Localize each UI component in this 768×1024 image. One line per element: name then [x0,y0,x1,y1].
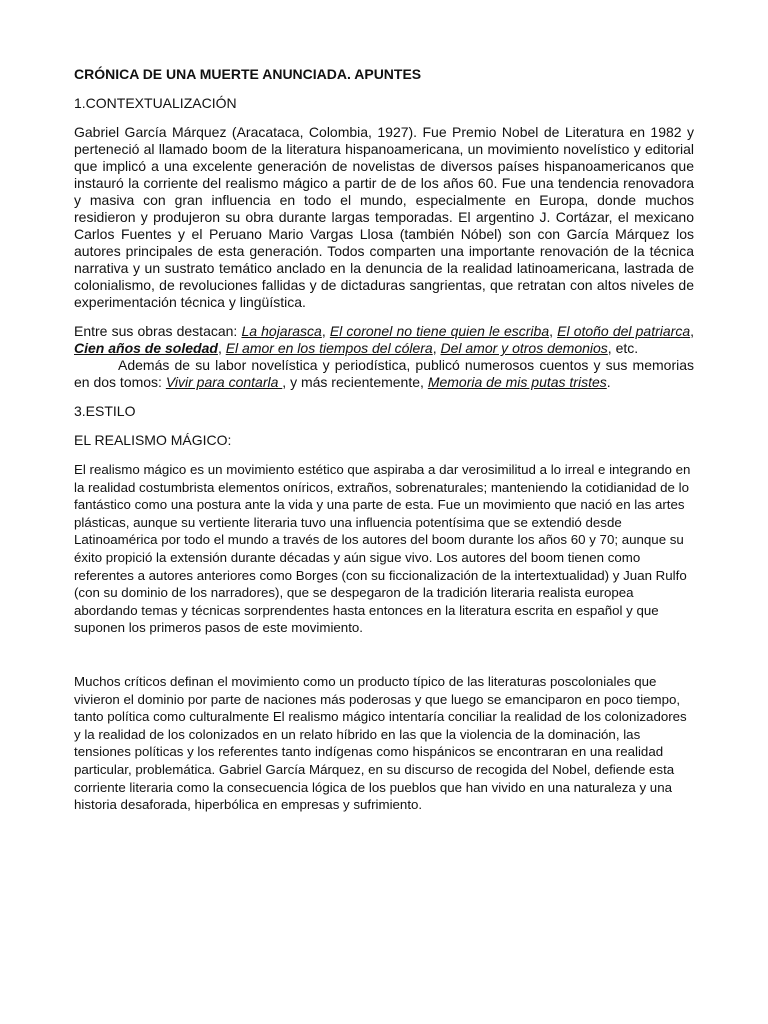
intro-paragraph: Gabriel García Márquez (Aracataca, Colombia, 1927). Fue Premio Nobel de Literatura en 1982 y perteneció al llamado boom de la literatura hispanoamericana, un movimiento novelístico y editorial que implicó a una excelente generación de novelistas de diversos países hispanoamericanos que instauró la corriente del realismo mágico a partir de de los años 60. Fue una tendencia renovadora y masiva con gran influencia en todo el mundo, especialmente en Europa, donde muchos residieron y produjeron su obra durante largas temporadas. El argentino J. Cortázar, el mexicano Carlos Fuentes y el Peruano Mario Vargas Llosa (también Nóbel) son con García Márquez los autores principales de esta generación. Todos comparten una importante renovación de la técnica narrativa y un sustrato temático anclado en la denuncia de la realidad latinoamericana, lastrada de colonialismo, de revoluciones fallidas y de dictaduras sangrientas, que retratan con altos niveles de experimentación técnica y lingüística. [74,124,694,310]
work-title-highlighted: Cien años de soledad [74,340,218,356]
work-title: La hojarasca [241,323,322,339]
document-page [74,66,694,814]
section-heading-estilo: 3.ESTILO [74,403,136,419]
memoirs-end: . [606,374,611,390]
work-title: El otoño del patriarca [557,323,691,339]
subsection-heading: EL REALISMO MÁGICO: [74,432,232,448]
document-title: CRÓNICA DE UNA MUERTE ANUNCIADA. APUNTES [74,66,422,82]
works-paragraph [74,323,694,357]
memoirs-paragraph [74,357,694,391]
realismo-paragraph-1: El realismo mágico es un movimiento estético que aspiraba a dar verosimilitud a lo irreal e integrando en la realidad costumbrista elementos oníricos, extraños, sobrenaturales; manteniendo la cotidianidad de lo fantástico como una postura ante la vida y una parte de esta. Fue un movimiento que nació en las artes plásticas, aunque su vertiente literaria tuvo una influencia potentísima que se extendió desde Latinoamérica por todo el mundo a través de los autores del boom durante los años 60 y 70; aunque su éxito propició la extensión durante décadas y aún sigue vivo. Los autores del boom tienen como referentes a autores anteriores como Borges (con su ficcionalización de la intertextualidad) y Juan Rulfo (con su dominio de los narradores), que se despegaron de la tradición literaria realista europea abordando temas y técnicas sorprendentes hasta entonces en la literatura escrita en español y que suponen los primeros pasos de este movimiento. [74,462,691,636]
separator: , [549,323,558,339]
works-intro: Entre sus obras destacan: [74,323,242,339]
memoirs-text: , y más recientemente, [282,374,428,390]
separator: , [217,340,226,356]
memoir-title: Memoria de mis putas tristes [427,374,607,390]
separator: , [432,340,441,356]
memoir-title: Vivir para contarla [165,374,283,390]
realismo-paragraph-2: Muchos críticos definan el movimiento como un producto típico de las literaturas poscoloniales que vivieron el dominio por parte de naciones más poderosas y que luego se emanciparon en poco tiempo, tanto política como culturalmente El realismo mágico intentaría conciliar la realidad de los colonizadores y la realidad de los colonizados en un relato híbrido en las que la violencia de la dominación, las tensiones políticas y los referentes tanto indígenas como hispánicos se encontraran en una realidad particular, problemática. Gabriel García Márquez, en su discurso de recogida del Nobel, defiende esta corriente literaria como la consecuencia lógica de los pueblos que han vivido en una naturaleza y una historia desaforada, hiperbólica en empresas y sufrimiento. [74,673,687,813]
work-title: El coronel no tiene quien le escriba [329,323,550,339]
memoirs-text: Además de su labor novelística y periodística, publicó numerosos cuentos y sus memorias en dos tomos: [74,357,694,390]
spacer [74,637,694,673]
separator: , [690,323,694,339]
works-etc: , etc. [607,340,639,356]
work-title: El amor en los tiempos del cólera [225,340,433,356]
work-title: Del amor y otros demonios [440,340,608,356]
separator: , [321,323,330,339]
section-heading-contextualizacion: 1.CONTEXTUALIZACIÓN [74,95,237,111]
